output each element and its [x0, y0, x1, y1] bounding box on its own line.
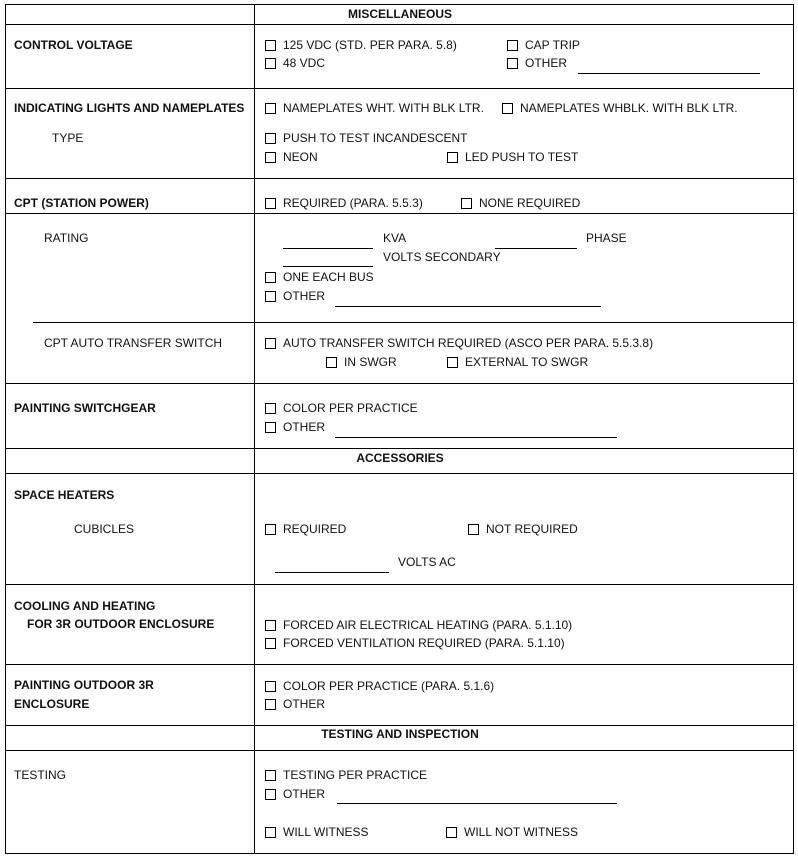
option-label: CAP TRIP [525, 38, 580, 52]
kva-field[interactable] [283, 248, 373, 249]
checkbox-48vdc[interactable] [265, 58, 276, 69]
painting-switchgear-label: PAINTING SWITCHGEAR [14, 401, 156, 415]
rule [33, 322, 794, 323]
option-label: WILL WITNESS [283, 825, 369, 839]
option-label: ONE EACH BUS [283, 270, 374, 284]
checkbox-neon[interactable] [265, 152, 276, 163]
control-voltage-label: CONTROL VOLTAGE [14, 38, 133, 52]
volts-ac-label: VOLTS AC [398, 555, 456, 569]
checkbox-ats-required[interactable] [265, 338, 276, 349]
option-label: REQUIRED [283, 522, 347, 536]
option-label: NAMEPLATES WHT. WITH BLK LTR. [283, 101, 484, 115]
option-label: COLOR PER PRACTICE (PARA. 5.1.6) [283, 679, 495, 693]
checkbox-cpt-other[interactable] [265, 291, 276, 302]
checkbox-control-voltage-other[interactable] [507, 58, 518, 69]
volts-secondary-label: VOLTS SECONDARY [383, 250, 501, 264]
checkbox-forced-ventilation[interactable] [265, 638, 276, 649]
phase-field[interactable] [495, 248, 577, 249]
painting-outdoor-label: PAINTING OUTDOOR 3R [14, 678, 154, 692]
checkbox-cpt-required[interactable] [265, 198, 276, 209]
rule [5, 853, 794, 854]
cooling-heating-label-2: FOR 3R OUTDOOR ENCLOSURE [27, 617, 215, 631]
checkbox-testing-per-practice[interactable] [265, 770, 276, 781]
checkbox-swgr-paint-other[interactable] [265, 422, 276, 433]
checkbox-heaters-required[interactable] [265, 524, 276, 535]
checkbox-cap-trip[interactable] [507, 40, 518, 51]
checkbox-one-each-bus[interactable] [265, 272, 276, 283]
control-voltage-other-field[interactable] [578, 73, 760, 74]
option-label: OTHER [283, 697, 325, 711]
rule [5, 473, 794, 474]
testing-label: TESTING [14, 768, 67, 782]
testing-other-field[interactable] [337, 803, 617, 804]
checkbox-will-witness[interactable] [265, 827, 276, 838]
rule [5, 4, 794, 5]
option-label: IN SWGR [344, 355, 397, 369]
cubicles-label: CUBICLES [74, 522, 135, 536]
rule [5, 750, 794, 751]
option-label: TESTING PER PRACTICE [283, 768, 428, 782]
section-header-accessories: ACCESSORIES [356, 451, 444, 465]
option-label: EXTERNAL TO SWGR [465, 355, 589, 369]
option-label: FORCED VENTILATION REQUIRED (PARA. 5.1.10) [283, 636, 565, 650]
cpt-label: CPT (STATION POWER) [14, 196, 149, 210]
checkbox-push-to-test[interactable] [265, 133, 276, 144]
checkbox-external-to-swgr[interactable] [447, 357, 458, 368]
checkbox-nameplates-wht[interactable] [265, 103, 276, 114]
option-label: LED PUSH TO TEST [465, 150, 579, 164]
option-label: OTHER [283, 787, 325, 801]
option-label: OTHER [283, 289, 325, 303]
option-label: 125 VDC (STD. PER PARA. 5.8) [283, 38, 457, 52]
space-heaters-label: SPACE HEATERS [14, 488, 115, 502]
rule [5, 213, 794, 214]
checkbox-swgr-color-per-practice[interactable] [265, 403, 276, 414]
option-label: NONE REQUIRED [479, 196, 581, 210]
checkbox-nameplates-whblk[interactable] [502, 103, 513, 114]
checkbox-led-push-to-test[interactable] [447, 152, 458, 163]
rule [5, 178, 794, 179]
rule [793, 4, 794, 854]
section-header-testing: TESTING AND INSPECTION [321, 727, 479, 741]
rule [5, 584, 794, 585]
checkbox-outdoor-color-per-practice[interactable] [265, 681, 276, 692]
option-label: PUSH TO TEST INCANDESCENT [283, 131, 468, 145]
option-label: WILL NOT WITNESS [464, 825, 579, 839]
checkbox-heaters-not-required[interactable] [468, 524, 479, 535]
rule [5, 24, 794, 25]
swgr-paint-other-field[interactable] [335, 437, 617, 438]
option-label: OTHER [525, 56, 567, 70]
rule [5, 88, 794, 89]
checkbox-in-swgr[interactable] [326, 357, 337, 368]
option-label: REQUIRED (PARA. 5.5.3) [283, 196, 423, 210]
volts-ac-field[interactable] [275, 572, 389, 573]
checkbox-cpt-none-required[interactable] [461, 198, 472, 209]
option-label: NOT REQUIRED [486, 522, 578, 536]
option-label: 48 VDC [283, 56, 326, 70]
checkbox-125vdc[interactable] [265, 40, 276, 51]
painting-outdoor-label-2: ENCLOSURE [14, 697, 90, 711]
rule [5, 664, 794, 665]
kva-label: KVA [383, 231, 407, 245]
rule [5, 448, 794, 449]
type-label: TYPE [52, 131, 84, 145]
cpt-ats-label: CPT AUTO TRANSFER SWITCH [44, 336, 223, 350]
rule [5, 725, 794, 726]
checkbox-testing-other[interactable] [265, 789, 276, 800]
checkbox-outdoor-paint-other[interactable] [265, 699, 276, 710]
phase-label: PHASE [586, 231, 627, 245]
option-label: NAMEPLATES WHBLK. WITH BLK LTR. [520, 101, 738, 115]
option-label: OTHER [283, 420, 325, 434]
checkbox-will-not-witness[interactable] [446, 827, 457, 838]
option-label: FORCED AIR ELECTRICAL HEATING (PARA. 5.1.10) [283, 618, 573, 632]
volts-secondary-field[interactable] [283, 266, 373, 267]
indicating-lights-label: INDICATING LIGHTS AND NAMEPLATES [14, 101, 245, 115]
option-label: NEON [283, 150, 318, 164]
option-label: AUTO TRANSFER SWITCH REQUIRED (ASCO PER PARA. 5.5.3.8) [283, 336, 654, 350]
checkbox-forced-air-heating[interactable] [265, 620, 276, 631]
section-header-miscellaneous: MISCELLANEOUS [347, 7, 452, 21]
option-label: COLOR PER PRACTICE [283, 401, 418, 415]
rating-label: RATING [44, 231, 89, 245]
specification-form [5, 4, 794, 854]
cpt-other-field[interactable] [335, 306, 601, 307]
rule [5, 4, 6, 854]
cooling-heating-label: COOLING AND HEATING [14, 599, 156, 613]
rule [5, 383, 794, 384]
